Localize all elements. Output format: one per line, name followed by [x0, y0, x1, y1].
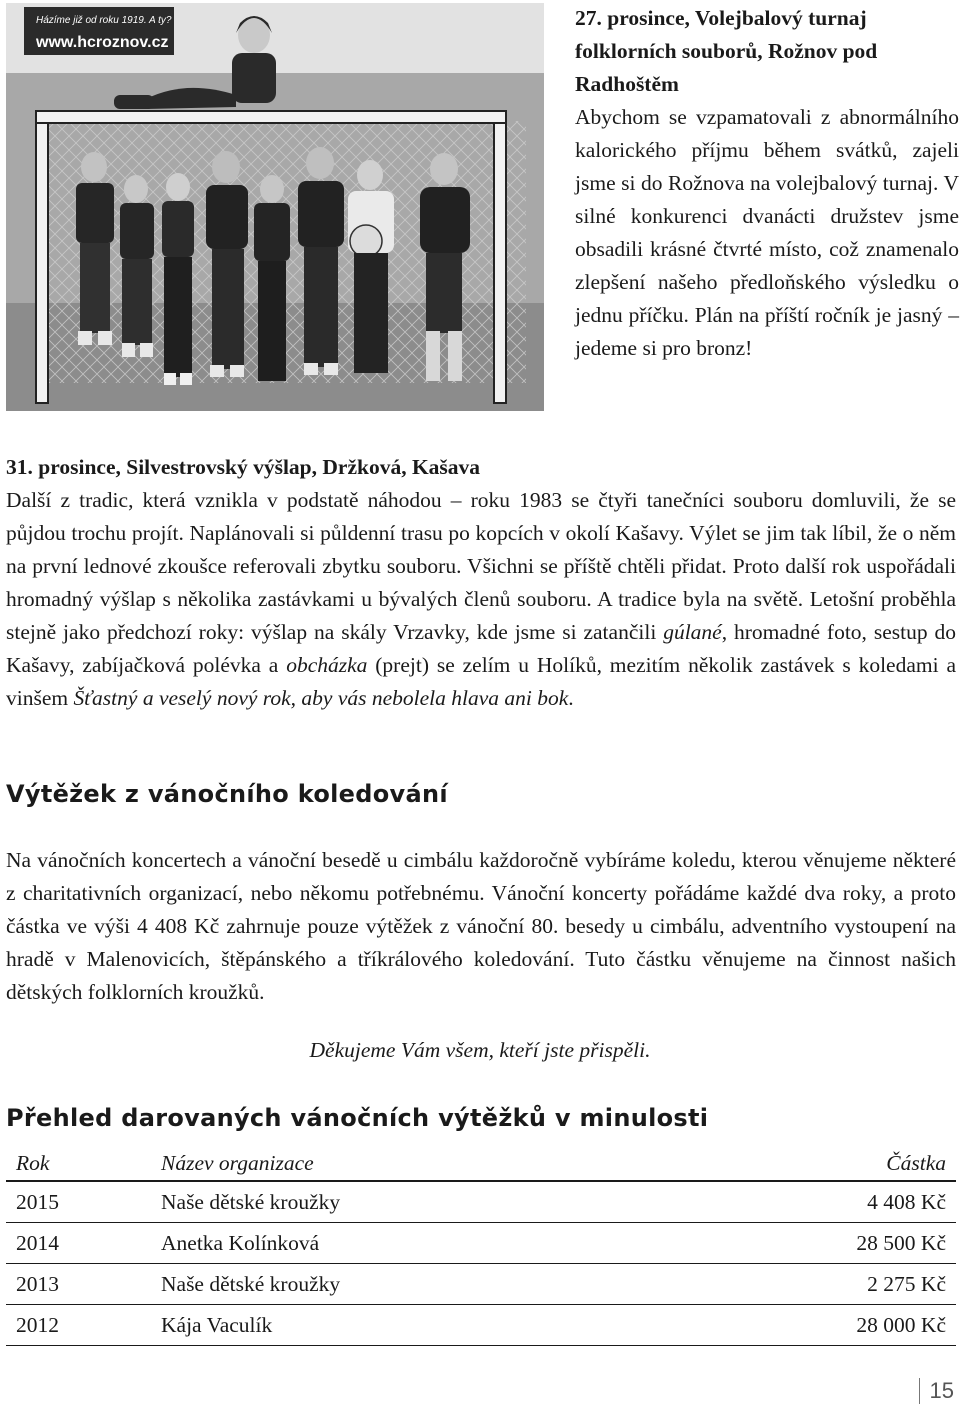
table-row [6, 1223, 956, 1264]
donations-table [6, 1146, 956, 1346]
table-row [6, 1305, 956, 1346]
proceeds-heading: Výtěžek z vánočního koledování [6, 780, 448, 808]
history-heading: Přehled darovaných vánočních výtěžků v minulosti [6, 1104, 709, 1132]
hike-event-text [6, 484, 956, 715]
cell-amount: 28 000 Kč [670, 1305, 956, 1346]
team-photo [6, 3, 544, 411]
page-number: 15 [919, 1378, 954, 1404]
cell-year: 2015 [6, 1181, 151, 1223]
cell-year: 2012 [6, 1305, 151, 1346]
custom-term: obcházka [286, 653, 368, 677]
hike-event [6, 451, 956, 715]
volleyball-event-heading: 27. prosince, Volejbalový turnaj folklorních souborů, Rožnov pod Radhoštěm [575, 6, 878, 96]
new-year-wish: Šťastný a veselý nový rok, aby vás nebolela hlava ani bok [73, 686, 569, 710]
banner-slogan: Házíme již od roku 1919. A ty? [36, 15, 172, 26]
proceeds-text: Na vánočních koncertech a vánoční besedě u cimbálu každoročně vybíráme koledu, kterou věnujeme některé z charitativních organizací, nebo někomu potřebnému. Vánoční koncerty pořádáme každé dva roky, a proto částka ve výši 4 408 Kč zahrnuje pouze výtěžek z vánoční 80. besedy u cimbálu, adventního vystoupení na hradě v Malenovicích, štěpánského a tříkrálového koledování. Tuto částku věnujeme na činnost našich dětských folklorních kroužků. [6, 848, 956, 1004]
cell-organization: Anetka Kolínková [151, 1223, 670, 1264]
table-header-row [6, 1146, 956, 1181]
hike-event-heading: 31. prosince, Silvestrovský výšlap, Držková, Kašava [6, 455, 481, 479]
team-photo-illustration [6, 3, 544, 411]
column-header-year: Rok [6, 1146, 151, 1181]
table-row [6, 1181, 956, 1223]
volleyball-event [575, 2, 959, 365]
volleyball-event-text: Abychom se vzpamatovali z abnormálního kalorického příjmu během svátků, zajeli jsme si do Rožnova na volejbalový turnaj. V silné konkurenci dvanácti družstev jsme obsadili krásné čtvrté místo, což znamenalo zlepšení našeho předloňského výsledku o jednu příčku. Plán na příští ročník je jasný – jedeme si pro bronz! [575, 105, 959, 360]
goal-crossbar [36, 111, 506, 123]
cell-year: 2014 [6, 1223, 151, 1264]
column-header-amount: Částka [670, 1146, 956, 1181]
hike-text-part: (prejt) se zelím u Holíků, mezitím několik zastávek s koledami a vinšem [6, 653, 956, 710]
dance-term: gúlané [663, 620, 722, 644]
hike-text-part: . [568, 686, 574, 710]
table-row [6, 1264, 956, 1305]
cell-organization: Naše dětské kroužky [151, 1181, 670, 1223]
cell-organization: Naše dětské kroužky [151, 1264, 670, 1305]
cell-organization: Kája Vaculík [151, 1305, 670, 1346]
banner-url: www.hcroznov.cz [36, 34, 169, 51]
column-header-organization: Název organizace [151, 1146, 670, 1181]
thanks-note: Děkujeme Vám všem, kteří jste přispěli. [309, 1038, 651, 1062]
cell-amount: 2 275 Kč [670, 1264, 956, 1305]
goal-post-right [494, 113, 506, 403]
cell-amount: 28 500 Kč [670, 1223, 956, 1264]
goal-post-left [36, 113, 48, 403]
hike-text-part: Další z tradic, která vznikla v podstatě náhodou – roku 1983 se čtyři tanečníci souboru domluvili, že se půjdou trochu projít. Naplánovali si půldenní trasu po kopcích v okolí Kašavy. Výlet se jim tak líbil, že o něm na první lednové zkoušce referovali zbytku souboru. Všichni se příště chtěli přidat. Proto další rok uspořádali hromadný výšlap s několika zastávkami u bývalých členů souboru. A tradice byla na světě. Letošní proběhla stejně jako předchozí roky: výšlap na skály Vrzavky, kde jsme si zatančili [6, 488, 956, 644]
cell-amount: 4 408 Kč [670, 1181, 956, 1223]
hike-text-part: , hromadné foto, sestup do Kašavy, zabíjačková polévka a [6, 620, 956, 677]
cell-year: 2013 [6, 1264, 151, 1305]
